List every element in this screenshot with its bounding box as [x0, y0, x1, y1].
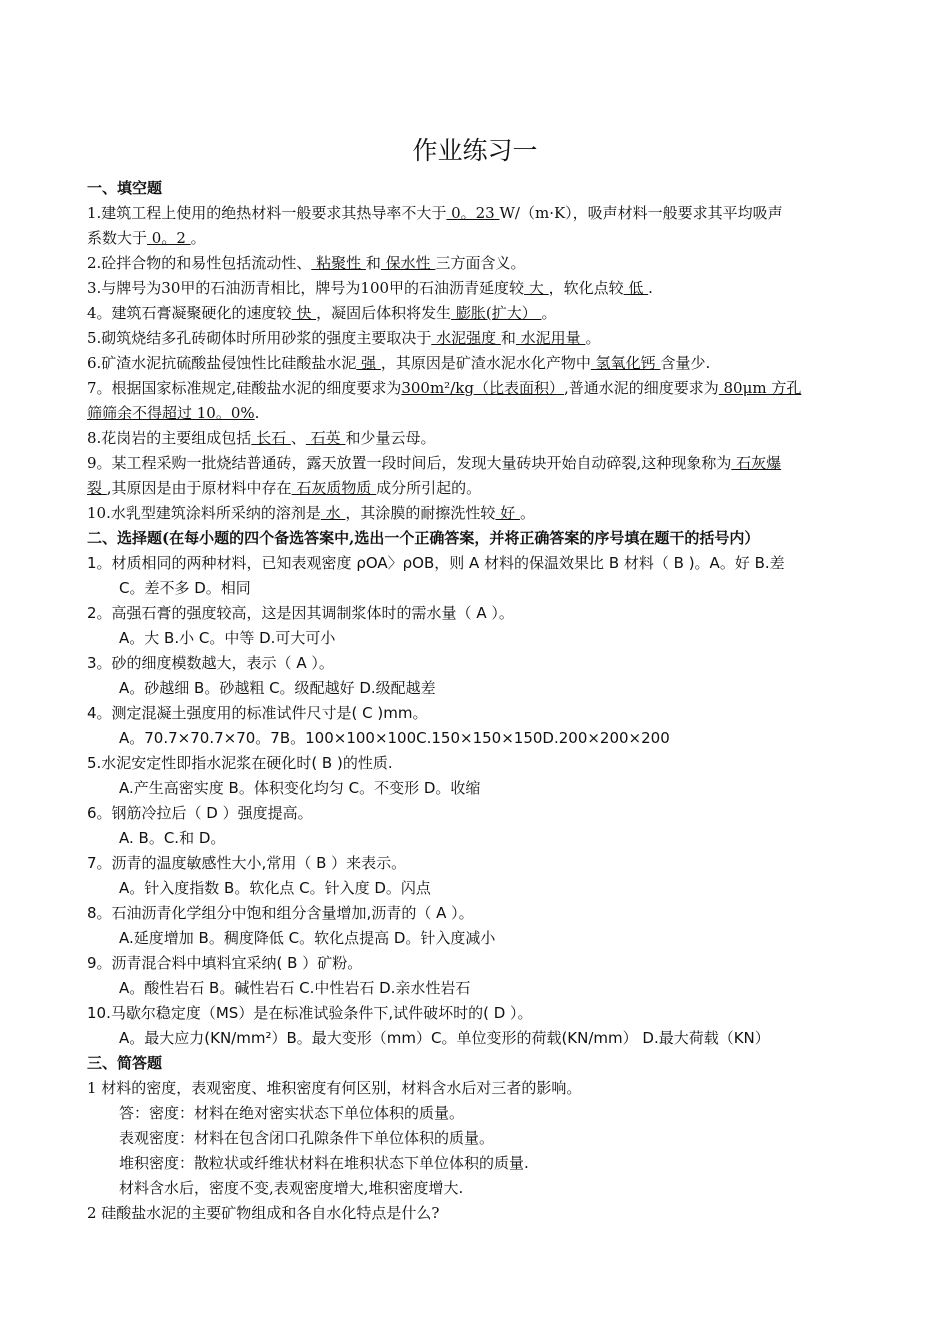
answer-blank: 石灰爆	[731, 454, 782, 472]
short-question-2: 2 硅酸盐水泥的主要矿物组成和各自水化特点是什么?	[87, 1204, 440, 1222]
section-heading-fill-in: 一、填空题	[87, 179, 163, 197]
answer-blank: 石灰质物质	[291, 479, 377, 497]
answer-blank: 膨胀(扩大）	[451, 304, 542, 322]
choice-question-9: 9。沥青混合料中填料宜采纳( B ）矿粉。	[87, 954, 363, 972]
choice-options-8: A.延度增加 B。稠度降低 C。软化点提高 D。针入度减小	[119, 929, 496, 947]
fill-question-8: 8.花岗岩的主要组成包括 长石 、 石英 和少量云母。	[87, 429, 436, 447]
answer-blank: 0。23	[446, 204, 500, 222]
answer-blank: 长石	[251, 429, 291, 447]
answer-blank: 低	[623, 279, 649, 297]
fill-question-7-cont: 筛筛余不得超过 10。0%.	[87, 404, 260, 422]
fill-question-2: 2.砼拌合物的和易性包括流动性、 粘聚性 和 保水性 三方面含义。	[87, 254, 526, 272]
answer-blank: 水泥用量	[515, 329, 586, 347]
answer-blank: 大	[524, 279, 549, 297]
short-answer-line-3: 堆积密度：散粒状或纤维状材料在堆积状态下单位体积的质量.	[119, 1154, 529, 1172]
choice-options-4: A。70.7×70.7×70。7B。100×100×100C.150×150×150D.200×200×200	[119, 729, 670, 747]
fill-question-4: 4。建筑石膏凝聚硬化的速度较 快 ，凝固后体积将发生 膨胀(扩大） 。	[87, 304, 557, 322]
short-answer-line-1: 答：密度：材料在绝对密实状态下单位体积的质量。	[119, 1104, 465, 1122]
choice-options-9: A。酸性岩石 B。碱性岩石 C.中性岩石 D.亲水性岩石	[119, 979, 471, 997]
choice-question-4: 4。测定混凝土强度用的标准试件尺寸是( C )mm。	[87, 704, 428, 722]
choice-options-6: A. B。C.和 D。	[119, 829, 226, 847]
choice-question-1: 1。材质相同的两种材料，已知表观密度 ρOA〉ρOB，则 A 材料的保温效果比 B 材料（ B )。A。好 B.差	[87, 554, 785, 572]
fill-question-10: 10.水乳型建筑涂料所采纳的溶剂是 水 ，其涂膜的耐擦洗性较 好 。	[87, 504, 535, 522]
fill-question-9-cont: 裂 ,其原因是由于原材料中存在 石灰质物质 成分所引起的。	[87, 479, 482, 497]
choice-options-5: A.产生高密实度 B。体积变化均匀 C。不变形 D。收缩	[119, 779, 481, 797]
choice-options-10: A。最大应力(KN/mm²）B。最大变形（mm）C。单位变形的荷载(KN/mm） D.最大荷载（KN）	[119, 1029, 770, 1047]
answer-blank: 80μm 方孔	[718, 379, 802, 397]
answer-blank: 快	[291, 304, 317, 322]
choice-question-5: 5.水泥安定性即指水泥浆在硬化时( B )的性质.	[87, 754, 393, 772]
section-heading-multiple-choice: 二、选择题(在每小题的四个备选答案中,选出一个正确答案，并将正确答案的序号填在题干的括号内）	[87, 529, 760, 547]
answer-blank: 裂	[87, 479, 107, 497]
choice-question-2: 2。高强石膏的强度较高，这是因其调制浆体时的需水量（ A ）。	[87, 604, 514, 622]
choice-question-7: 7。沥青的温度敏感性大小,常用（ B ）来表示。	[87, 854, 407, 872]
fill-question-7: 7。根据国家标准规定,硅酸盐水泥的细度要求为300m²/kg（比表面积）,普通水泥的细度要求为 80μm 方孔	[87, 379, 802, 397]
answer-blank: 水泥强度	[431, 329, 501, 347]
choice-question-10: 10.马歇尔稳定度（MS）是在标准试验条件下,试件破坏时的( D ）。	[87, 1004, 533, 1022]
choice-question-6: 6。钢筋冷拉后（ D ）强度提高。	[87, 804, 313, 822]
choice-question-3: 3。砂的细度模数越大，表示（ A ）。	[87, 654, 334, 672]
answer-blank: 水	[320, 504, 346, 522]
choice-question-8: 8。石油沥青化学组分中饱和组分含量增加,沥青的（ A ）。	[87, 904, 474, 922]
page-title: 作业练习一	[412, 136, 538, 165]
answer-blank: 0。2	[147, 229, 191, 247]
choice-options-7: A。针入度指数 B。软化点 C。针入度 D。闪点	[119, 879, 431, 897]
choice-options-2: A。大 B.小 C。中等 D.可大可小	[119, 629, 336, 647]
answer-blank: 300m²/kg（比表面积）	[401, 379, 564, 397]
fill-question-5: 5.砌筑烧结多孔砖砌体时所用砂浆的强度主要取决于 水泥强度 和 水泥用量 。	[87, 329, 601, 347]
choice-options-3: A。砂越细 B。砂越粗 C。级配越好 D.级配越差	[119, 679, 436, 697]
answer-blank: 氢氧化钙	[590, 354, 661, 372]
short-question-1: 1 材料的密度，表观密度、堆积密度有何区别，材料含水后对三者的影响。	[87, 1079, 582, 1097]
answer-blank: 筛筛余不得超过 10。0%	[87, 404, 255, 422]
section-heading-short-answer: 三、简答题	[87, 1054, 163, 1072]
answer-blank: 保水性	[380, 254, 436, 272]
fill-question-1: 1.建筑工程上使用的绝热材料一般要求其热导率不大于 0。23 W/（m·K），吸声材料一般要求其平均吸声	[87, 204, 783, 222]
answer-blank: 粘聚性	[311, 254, 366, 272]
answer-blank: 好	[495, 504, 520, 522]
choice-options-1: C。差不多 D。相同	[119, 579, 251, 597]
fill-question-6: 6.矿渣水泥抗硫酸盐侵蚀性比硅酸盐水泥 强 ，其原因是矿渣水泥水化产物中 氢氧化钙 含量少.	[87, 354, 711, 372]
short-answer-line-2: 表观密度：材料在包含闭口孔隙条件下单位体积的质量。	[119, 1129, 495, 1147]
fill-question-1-cont: 系数大于 0。2 。	[87, 229, 206, 247]
fill-question-9: 9。某工程采购一批烧结普通砖，露天放置一段时间后，发现大量砖块开始自动碎裂,这种现象称为 石灰爆	[87, 454, 782, 472]
answer-blank: 强	[356, 354, 381, 372]
answer-blank: 石英	[305, 429, 346, 447]
short-answer-line-4: 材料含水后，密度不变,表观密度增大,堆积密度增大.	[119, 1179, 464, 1197]
fill-question-3: 3.与牌号为30甲的石油沥青相比，牌号为100甲的石油沥青延度较 大 ，软化点较 低 .	[87, 279, 653, 297]
